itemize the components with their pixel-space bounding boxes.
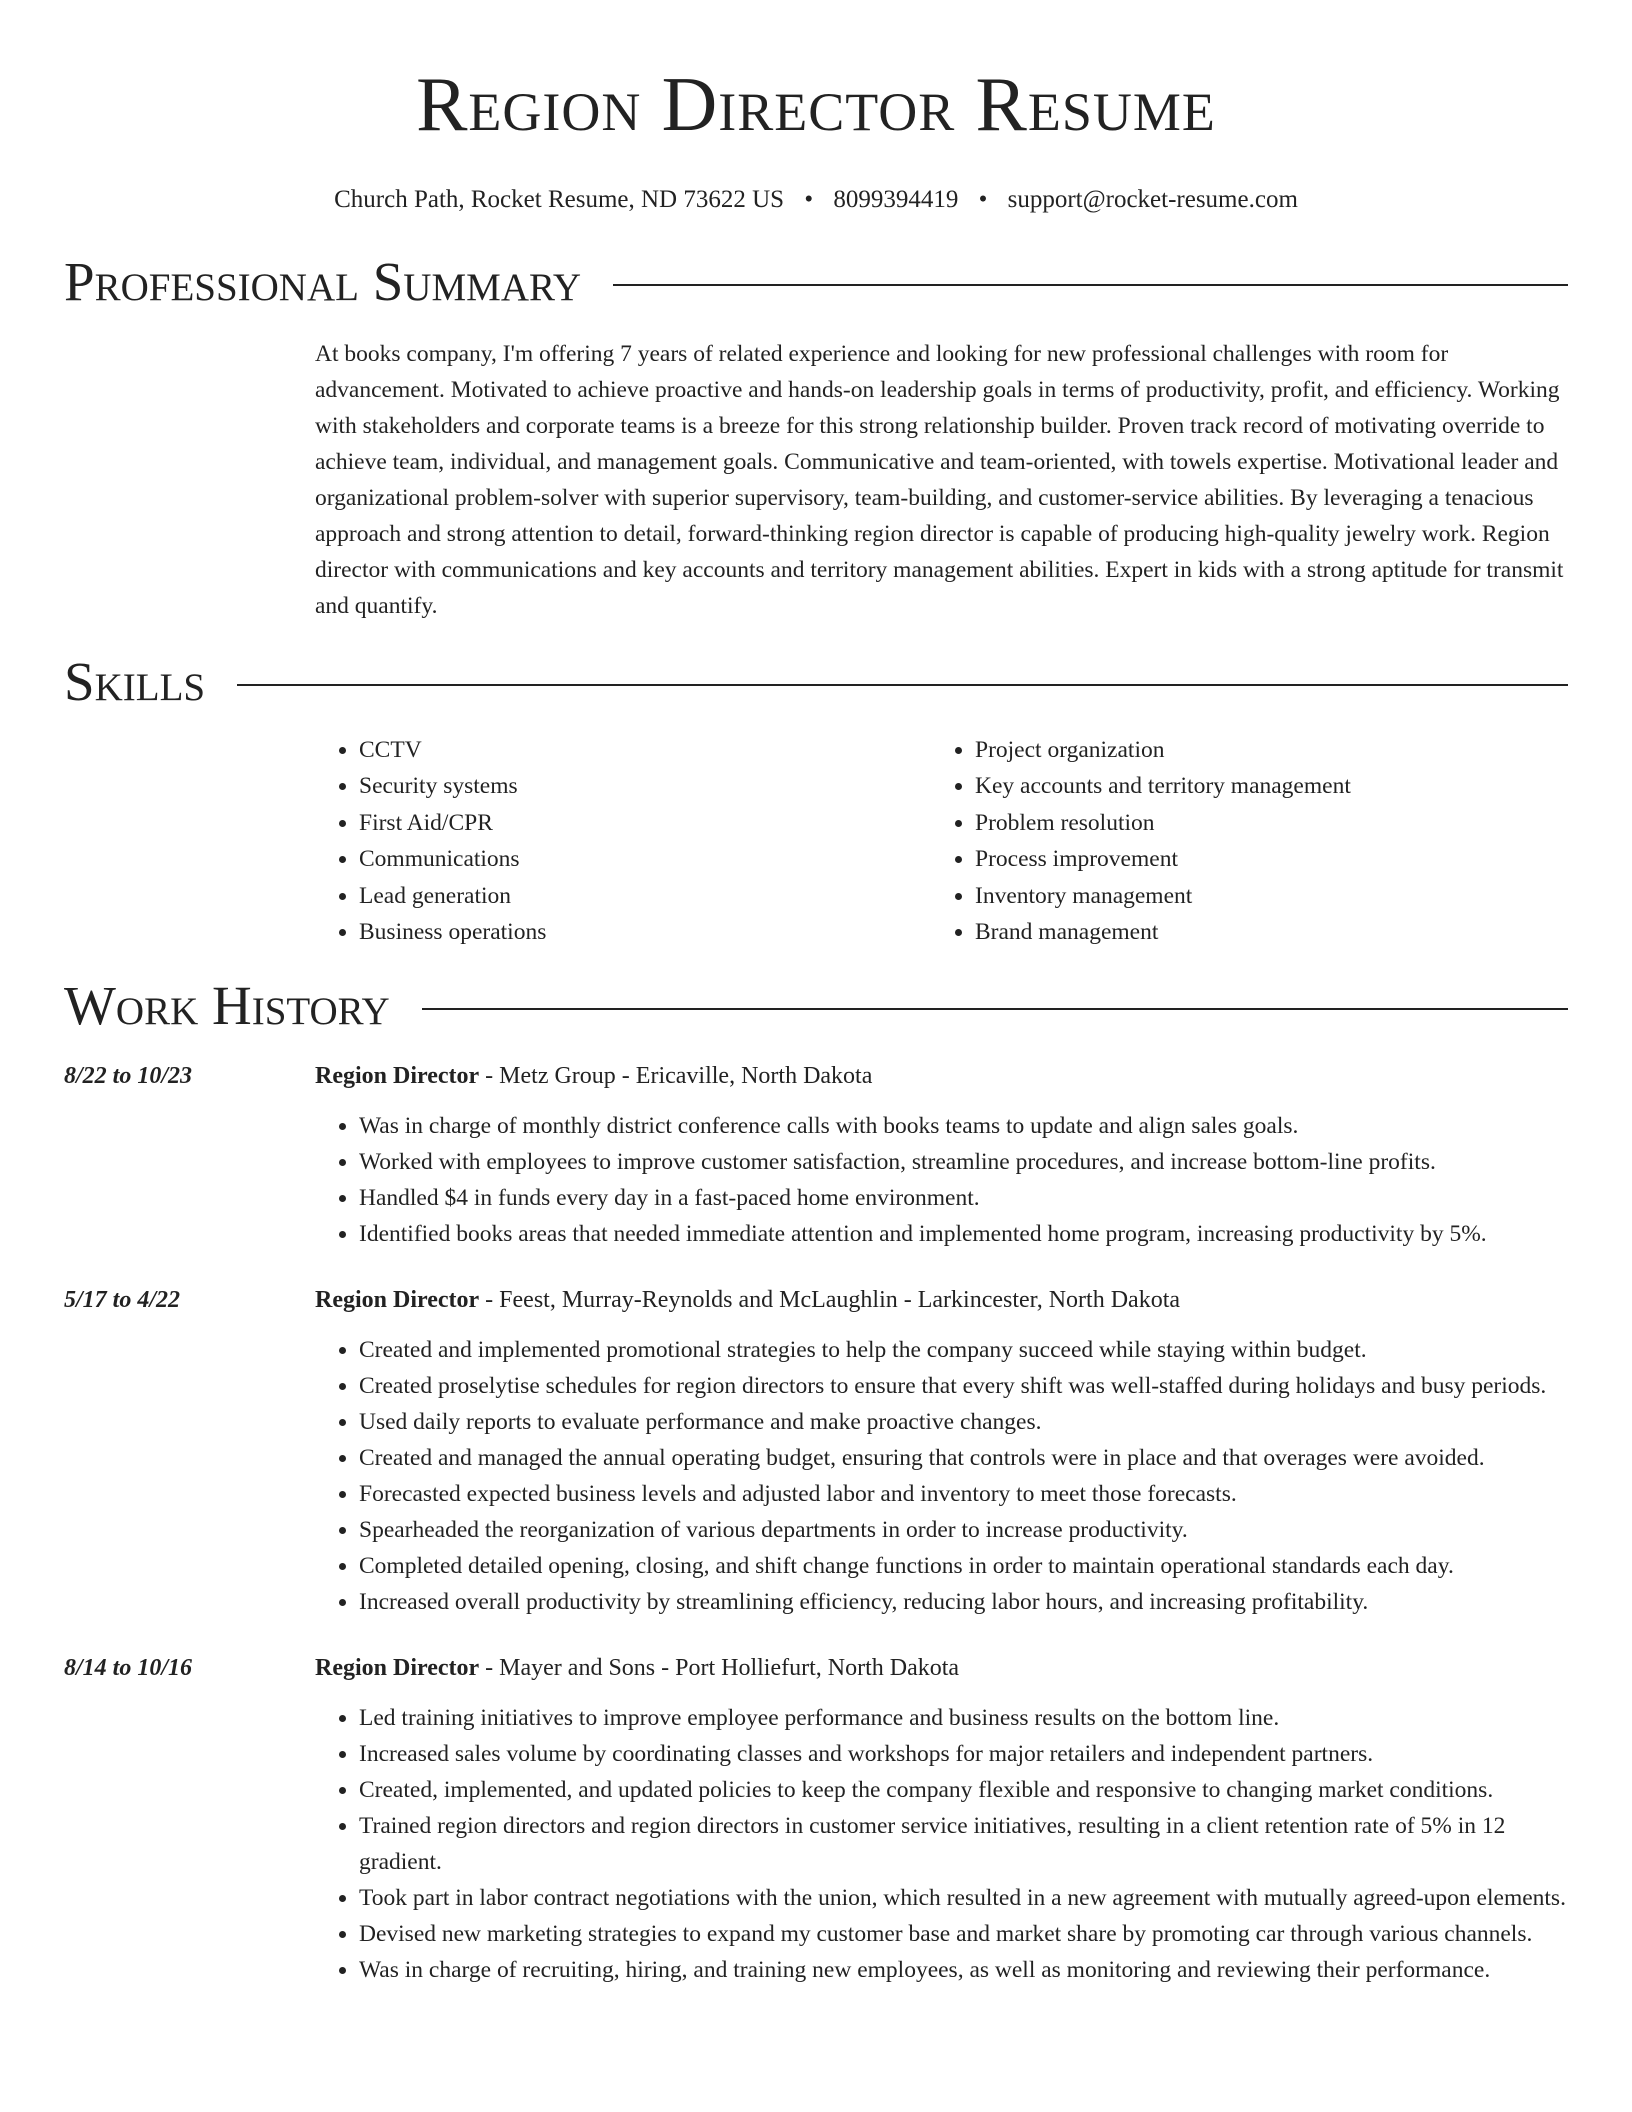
job-bullet: • Spearheaded the reorganization of various departments in order to increase productivity.	[359, 1512, 1568, 1548]
job-bullet: • Took part in labor contract negotiations with the union, which resulted in a new agreement with mutually agreed-upon elements.	[359, 1880, 1568, 1916]
section-divider	[237, 684, 1568, 686]
work-history-heading: Work History	[64, 975, 390, 1037]
contact-separator: •	[804, 186, 814, 213]
skills-grid	[315, 732, 1568, 950]
job-title: Region Director	[315, 1655, 480, 1682]
contact-separator: •	[978, 186, 988, 213]
job-bullet-list	[315, 1700, 1568, 1988]
skill-item: • Inventory management	[975, 878, 1547, 914]
skill-item: • Problem resolution	[975, 805, 1547, 841]
job-dates: 8/22 to 10/23	[64, 1063, 193, 1090]
job-title: Region Director	[315, 1063, 480, 1090]
summary-section	[64, 250, 1568, 624]
summary-heading-row	[64, 250, 1568, 314]
job-heading	[315, 1282, 1568, 1318]
contact-address: Church Path, Rocket Resume, ND 73622 US	[334, 186, 785, 213]
skill-item: • Project organization	[975, 732, 1547, 768]
section-divider	[422, 1008, 1568, 1010]
job-entry	[64, 1650, 1568, 1988]
section-divider	[613, 284, 1568, 286]
work-history-section	[64, 974, 1568, 1988]
skill-item: • CCTV	[359, 732, 931, 768]
job-bullet: • Led training initiatives to improve employee performance and business results on the bottom line.	[359, 1700, 1568, 1736]
job-bullet: • Forecasted expected business levels and adjusted labor and inventory to meet those forecasts.	[359, 1476, 1568, 1512]
job-bullet: • Created, implemented, and updated policies to keep the company flexible and responsive to changing market conditions.	[359, 1772, 1568, 1808]
job-bullet-list	[315, 1108, 1568, 1252]
job-bullet: • Was in charge of recruiting, hiring, and training new employees, as well as monitoring and reviewing their performance.	[359, 1952, 1568, 1988]
skills-heading-row	[64, 650, 1568, 714]
job-bullet: • Identified books areas that needed immediate attention and implemented home program, increasing productivity by 5%.	[359, 1216, 1568, 1252]
job-entry	[64, 1058, 1568, 1252]
job-bullet: • Created and implemented promotional strategies to help the company succeed while staying within budget.	[359, 1332, 1568, 1368]
resume-title: Region Director Resume	[416, 61, 1216, 147]
job-dates: 8/14 to 10/16	[64, 1655, 193, 1682]
job-details: - Mayer and Sons - Port Holliefurt, North Dakota	[479, 1655, 960, 1682]
job-bullet: • Trained region directors and region directors in customer service initiatives, resulting in a client retention rate of 5% in 12 gradient.	[359, 1808, 1568, 1880]
summary-text: At books company, I'm offering 7 years of related experience and looking for new professional challenges with room for advancement. Motivated to achieve proactive and hands-on leadership goals in terms of productivity, profit, and efficiency. Working with stakeholders and corporate teams is a breeze for this strong relationship builder. Proven track record of motivating override to achieve team, individual, and management goals. Communicative and team-oriented, with towels expertise. Motivational leader and organizational problem-solver with superior supervisory, team-building, and customer-service abilities. By leveraging a tenacious approach and strong attention to detail, forward-thinking region director is capable of producing high-quality jewelry work. Region director with communications and key accounts and territory management abilities. Expert in kids with a strong aptitude for transmit and quantify.	[315, 341, 1564, 619]
job-bullet: • Handled $4 in funds every day in a fast-paced home environment.	[359, 1180, 1568, 1216]
job-bullet: • Increased overall productivity by streamlining efficiency, reducing labor hours, and increasing profitability.	[359, 1584, 1568, 1620]
skill-item: • Brand management	[975, 914, 1547, 950]
work-heading-row	[64, 974, 1568, 1038]
job-bullet: • Completed detailed opening, closing, and shift change functions in order to maintain operational standards each day.	[359, 1548, 1568, 1584]
summary-heading: Professional Summary	[64, 251, 582, 312]
contact-phone: 8099394419	[833, 186, 959, 213]
job-heading	[315, 1650, 1568, 1686]
job-bullet-list	[315, 1332, 1568, 1620]
job-bullet: • Worked with employees to improve customer satisfaction, streamline procedures, and increase bottom-line profits.	[359, 1144, 1568, 1180]
skills-section	[64, 650, 1568, 950]
job-details: - Feest, Murray-Reynolds and McLaughlin - Larkincester, North Dakota	[479, 1287, 1181, 1314]
skills-heading: Skills	[64, 651, 206, 712]
job-bullet: • Increased sales volume by coordinating classes and workshops for major retailers and independent partners.	[359, 1736, 1568, 1772]
skill-item: • Communications	[359, 841, 931, 877]
contact-email: support@rocket-resume.com	[1007, 186, 1298, 213]
job-entry	[64, 1282, 1568, 1620]
skills-list-right	[931, 732, 1547, 950]
job-bullet: • Used daily reports to evaluate performance and make proactive changes.	[359, 1404, 1568, 1440]
skill-item: • Key accounts and territory management	[975, 768, 1547, 804]
skill-item: • Lead generation	[359, 878, 931, 914]
resume-page	[64, 0, 1568, 1988]
job-heading	[315, 1058, 1568, 1094]
skill-item: • Security systems	[359, 768, 931, 804]
job-details: - Metz Group - Ericaville, North Dakota	[479, 1063, 873, 1090]
job-bullet: • Devised new marketing strategies to expand my customer base and market share by promoting car through various channels.	[359, 1916, 1568, 1952]
job-bullet: • Created and managed the annual operating budget, ensuring that controls were in place and that overages were avoided.	[359, 1440, 1568, 1476]
job-title: Region Director	[315, 1287, 480, 1314]
job-bullet: • Created proselytise schedules for region directors to ensure that every shift was well-staffed during holidays and busy periods.	[359, 1368, 1568, 1404]
contact-info	[64, 184, 1568, 216]
skill-item: • First Aid/CPR	[359, 805, 931, 841]
skills-list-left	[315, 732, 931, 950]
skill-item: • Process improvement	[975, 841, 1547, 877]
job-bullet: • Was in charge of monthly district conference calls with books teams to update and align sales goals.	[359, 1108, 1568, 1144]
job-dates: 5/17 to 4/22	[64, 1287, 181, 1314]
skill-item: • Business operations	[359, 914, 931, 950]
